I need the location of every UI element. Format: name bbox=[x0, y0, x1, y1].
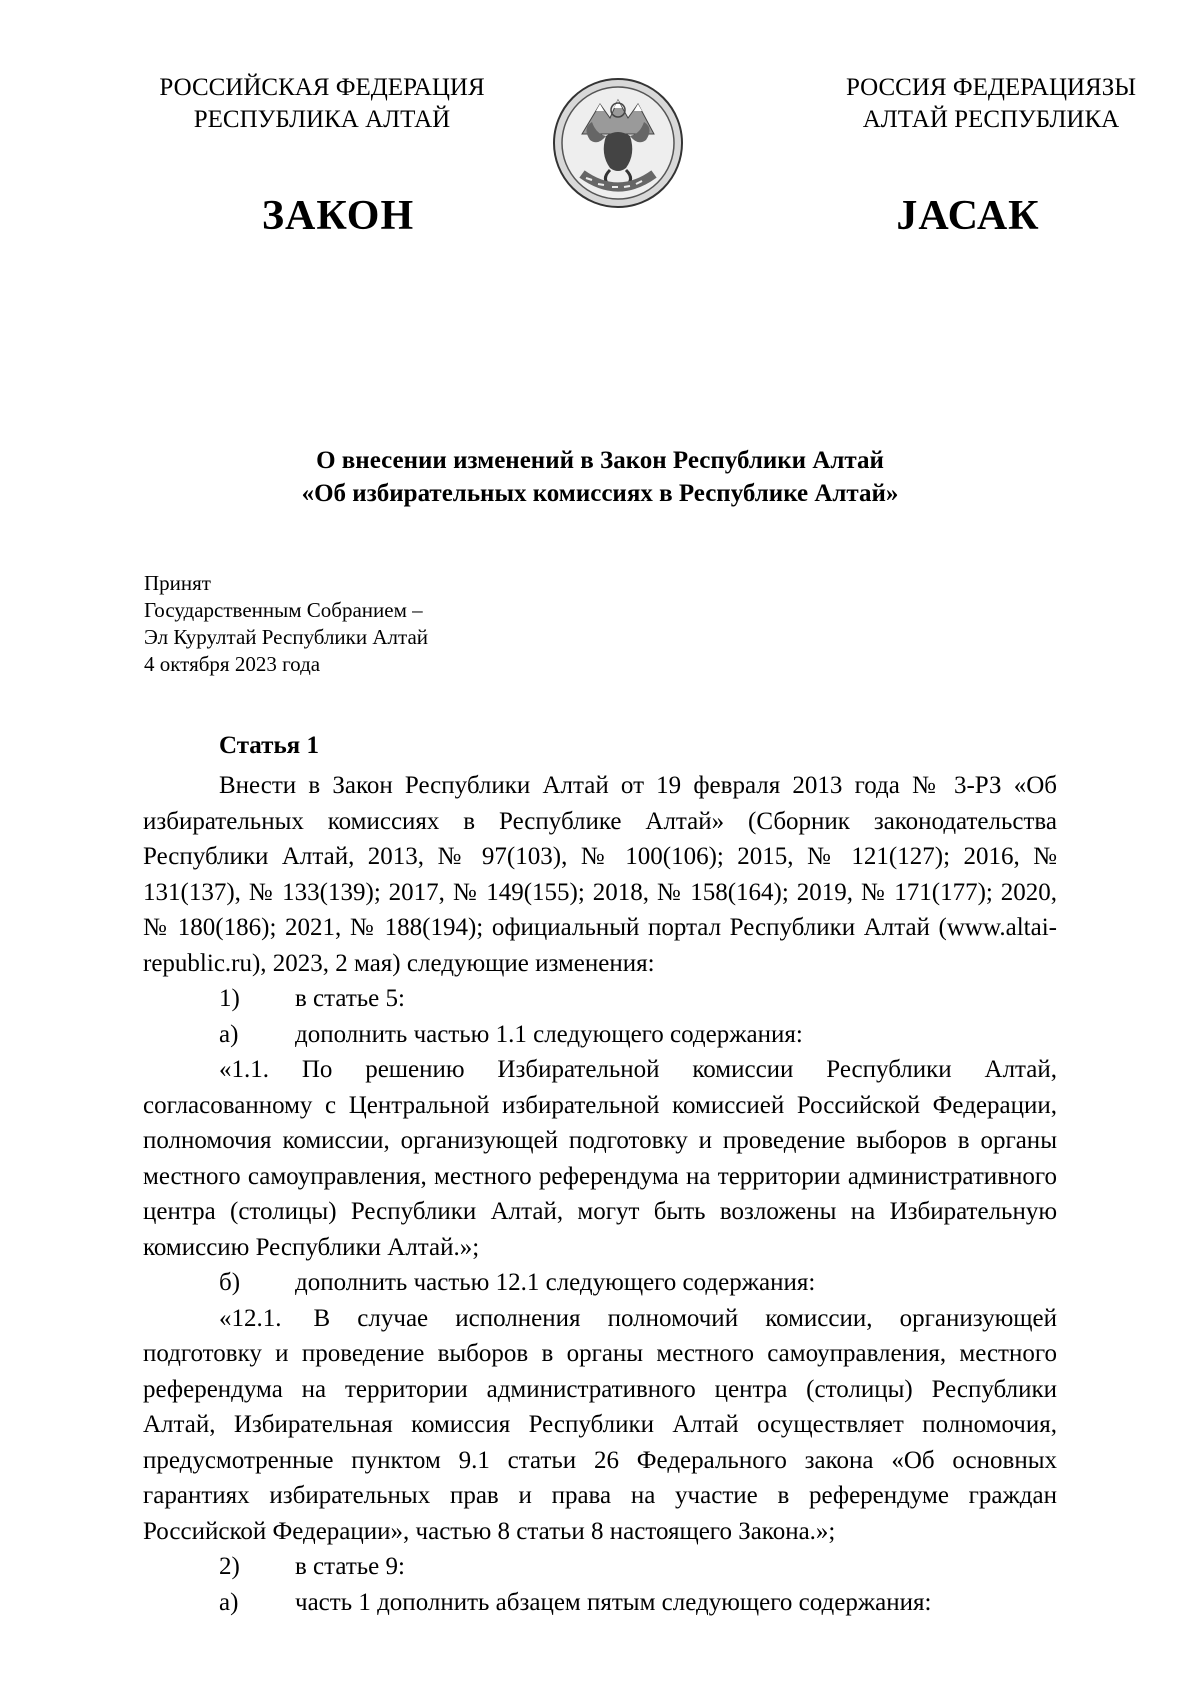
item-number: а) bbox=[219, 1588, 239, 1616]
adopted-line-1: Принят bbox=[144, 571, 211, 595]
item-text: дополнить частью 12.1 следующего содержания: bbox=[295, 1269, 816, 1296]
quoted-part-12-1 bbox=[143, 1301, 1057, 1550]
list-item bbox=[143, 1549, 1057, 1585]
list-item bbox=[143, 981, 1057, 1017]
law-title-altai: JАСАК bbox=[896, 193, 1040, 239]
header-right bbox=[796, 72, 1186, 136]
adoption-block bbox=[144, 570, 428, 678]
adopted-line-2: Государственным Собранием – bbox=[144, 598, 423, 622]
item-text: часть 1 дополнить абзацем пятым следующего содержания: bbox=[295, 1588, 932, 1616]
adopted-date: 4 октября 2023 года bbox=[144, 652, 321, 676]
item-number: а) bbox=[219, 1020, 239, 1048]
title-line-1: О внесении изменений в Закон Республики Алтай bbox=[316, 447, 884, 474]
quote-number: «12.1. bbox=[219, 1304, 282, 1332]
item-number: б) bbox=[219, 1269, 241, 1296]
header-right-republic: АЛТАЙ РЕСПУБЛИКА bbox=[862, 106, 1120, 133]
list-item bbox=[143, 1265, 1057, 1301]
quoted-part-1-1: «1.1. По решению Избирательной комиссии Республики Алтай, согласованному с Центральной избирательной комиссией Российской Федерации, полномочия комиссии, организующей подготовку и проведение выборов в органы местного самоуправления, местного референдума на территории административного центра (столицы) Республики Алтай, могут быть возложены на Избирательную комиссию Республики Алтай.»; bbox=[143, 1056, 1057, 1261]
adopted-line-3: Эл Курултай Республики Алтай bbox=[144, 625, 429, 649]
article-intro: Внести в Закон Республики Алтай от 19 февраля 2013 года № 3-РЗ «Об избирательных комиссиях в Республике Алтай» (Сборник законодательства Республики Алтай, 2013, № 97(103), № 100(106); 2015, № 121(127); 2016, № 131(137), № 133(139); 2017, № 149(155); 2018, № 158(164); 2019, № 171(177); 2020, № 180(186); 2021, № 188(194); официальный портал Республики Алтай (www.altai-republic.ru), 2023, 2 мая) следующие изменения: bbox=[143, 772, 1057, 977]
header-left-country: РОССИЙСКАЯ ФЕДЕРАЦИЯ bbox=[159, 74, 485, 101]
item-number: 1) bbox=[219, 985, 240, 1012]
item-text: дополнить частью 1.1 следующего содержания: bbox=[295, 1020, 803, 1048]
document-title bbox=[140, 444, 1060, 510]
item-text: в статье 5: bbox=[295, 985, 405, 1012]
article-body bbox=[143, 768, 1057, 1620]
article-heading: Статья 1 bbox=[219, 732, 319, 759]
quote-text: В случае исполнения полномочий комиссии, организующей подготовку и проведение выборов в органы местного самоуправления, местного референдума на территории административного центра (столицы) Республики Алтай, Избирательная комиссия Республики Алтай осуществляет полномочия, предусмотренные пунктом 9.1 статьи 26 Федерального закона «Об основных гарантиях избирательных прав и права на участие в референдуме граждан Российской Федерации», частью 8 статьи 8 настоящего Закона.»; bbox=[143, 1304, 1057, 1545]
republic-emblem-icon bbox=[552, 74, 684, 212]
header-left bbox=[127, 72, 517, 136]
item-text: в статье 9: bbox=[295, 1553, 405, 1580]
law-title-russian: ЗАКОН bbox=[261, 193, 415, 239]
item-number: 2) bbox=[219, 1553, 240, 1580]
title-line-2: «Об избирательных комиссиях в Республике Алтай» bbox=[301, 480, 899, 507]
header-right-country: РОССИЯ ФЕДЕРАЦИЯЗЫ bbox=[845, 74, 1137, 101]
header-left-republic: РЕСПУБЛИКА АЛТАЙ bbox=[193, 106, 451, 133]
list-item bbox=[143, 1017, 1057, 1053]
list-item bbox=[143, 1585, 1057, 1621]
